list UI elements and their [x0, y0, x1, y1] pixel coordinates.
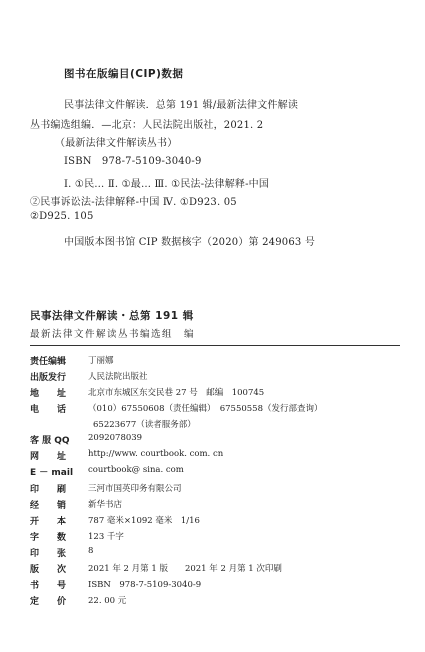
detail-value: 三河市国英印务有限公司	[88, 484, 182, 494]
book-compiler: 最新法律文件解读丛书编选组 编	[30, 329, 196, 340]
detail-label: 字 数	[30, 533, 67, 543]
cip-line: 丛书编选组编．—北京：人民法院出版社，2021. 2	[30, 120, 264, 131]
detail-value: 丁丽娜	[88, 356, 114, 366]
cip-line: ②D925. 105	[30, 211, 94, 222]
cip-line: （最新法律文件解读丛书）	[55, 138, 178, 149]
detail-value: 2092078039	[88, 433, 143, 443]
detail-value: 2021 年 2 月第 1 版 2021 年 2 月第 1 次印刷	[88, 564, 282, 574]
detail-label: 网 址	[30, 452, 67, 462]
detail-value: courtbook@ sina. com	[88, 465, 184, 475]
cip-line: 中国版本图书馆 CIP 数据核字（2020）第 249063 号	[64, 237, 316, 248]
cip-line: Ⅰ. ①民… Ⅱ. ①最… Ⅲ. ①民法-法律解释-中国	[64, 179, 270, 190]
detail-value: 新华书店	[88, 500, 123, 510]
detail-value: 123 千字	[88, 532, 124, 542]
cip-heading: 图书在版编目(CIP)数据	[64, 68, 184, 80]
cip-line: ②民事诉讼法-法律解释-中国 Ⅳ. ①D923. 05	[30, 197, 237, 208]
detail-label: 版 次	[30, 565, 67, 575]
detail-label: 印 刷	[30, 485, 67, 495]
detail-label: 开 本	[30, 517, 67, 527]
cip-isbn: ISBN 978-7-5109-3040-9	[64, 156, 202, 167]
detail-value: http://www. courtbook. com. cn	[88, 449, 224, 459]
detail-value: ISBN 978-7-5109-3040-9	[88, 580, 202, 590]
detail-label: 电 话	[30, 405, 67, 415]
detail-value: 787 毫米×1092 毫米 1/16	[88, 516, 200, 526]
detail-label: 印 张	[30, 549, 67, 559]
book-title: 民事法律文件解读・总第 191 辑	[30, 310, 194, 322]
detail-value: 8	[88, 546, 94, 556]
detail-label: 经 销	[30, 501, 67, 511]
detail-value: 65223677（读者服务部）	[93, 420, 196, 430]
detail-label: 出版发行	[30, 373, 67, 383]
detail-label: 客 服 QQ	[30, 436, 70, 446]
detail-value: （010）67550608（责任编辑） 67550558（发行部查询）	[88, 404, 323, 414]
detail-label: 定 价	[30, 597, 67, 607]
detail-value: 北京市东城区东交民巷 27 号 邮编 100745	[88, 388, 265, 398]
divider	[30, 345, 400, 346]
detail-value: 22. 00 元	[88, 596, 127, 606]
detail-value: 人民法院出版社	[88, 372, 148, 382]
cip-line: 民事法律文件解读．总第 191 辑/最新法律文件解读	[64, 100, 299, 111]
detail-label: 责任编辑	[30, 357, 67, 367]
detail-label: 书 号	[30, 581, 67, 591]
detail-label: E － mail	[30, 468, 74, 478]
detail-label: 地 址	[30, 389, 67, 399]
